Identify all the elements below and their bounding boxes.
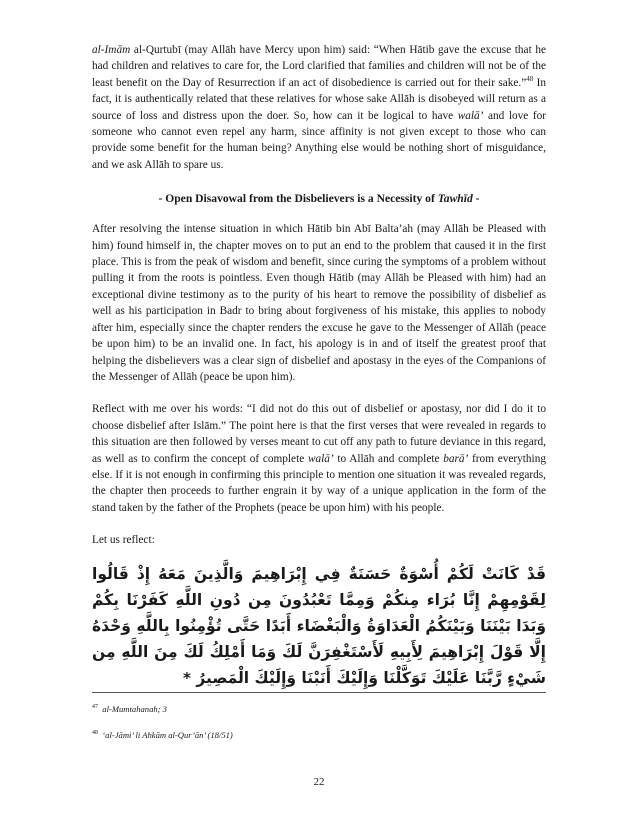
footnote-47: $^{47}$ al-Mumtahanah; 3 [92, 704, 167, 714]
paragraph-qurtubi: al-Imām al-Qurtubī (may Allāh have Mercy upon him) said: “When Hātib gave the excuse that he had children and relatives to care for, the Lord clarified that families and children will not be of the least benefit on the Day of Resurrection if an act of disobedience is carried out for their sake.”$^{48}$ In fact, it is authentically related that these relatives for whose sake Allāh is disobeyed will return as a source of loss and distress upon the doer. So, how can it be logical to have walā’ and love for someone who cannot even repel any harm, since affinity is not given except to those who can provide some benefit for the human being? Anything else would be nothing short of misguidance, and we ask Allāh to spare us. [92, 44, 546, 171]
paragraph-hatib: After resolving the intense situation in which Hātib bin Abī Balta’ah (may Allāh be Pleased with him) found himself in, the chapter moves on to put an end to the problem that caused it in the first place. This is from the peak of wisdom and benefit, since curing the symptoms of a problem without pulling it from the roots is pointless. Even though Hātib (may Allāh be Pleased with him) had an exceptional divine testimony as to the purity of his heart to remove the possibility of disbelief as well as his participation in Badr to bring about forgiveness of his mistake, this applies to nobody after him, especially since the chapter renders the excuse he gave to the Messenger of Allāh (peace be upon him) to be an invalid one. In fact, his apology is in and of itself the greatest proof that helping the disbelievers was a clear sign of disbelief and apostasy in the eyes of the Companions of the Messenger of Allāh (peace be upon him). [92, 223, 546, 383]
page-number: 22 [313, 776, 325, 788]
footnote-48: $^{48}$ ‘al-Jāmi’ li Ahkām al-Qur’ān’ (18/51) [92, 730, 233, 740]
section-heading: - Open Disavowal from the Disbelievers is a Necessity of Tawhīd - [158, 192, 480, 206]
page-body [92, 42, 546, 691]
paragraph-let-us-reflect: Let us reflect: [92, 534, 155, 547]
imam-title: al-Imām [92, 44, 131, 56]
footnote-divider [92, 692, 546, 693]
paragraph-reflect: Reflect with me over his words: “I did not do this out of disbelief or apostasy, nor did I do it to choose disbelief after Islām.” The point here is that the first verses that were revealed in regards to this situation are then followed by verses meant to cut off any path to future deviance in this regard, as well as to confirm the concept of complete walā’ to Allāh and complete barā’ from everything else. If it is not enough in confirming this principle to mention one situation it was revealed regards, the chapter then proceeds to further engrain it by way of a unique application in the form of the stand taken by the father of the Prophets (peace be upon him) with his people. [92, 403, 546, 514]
arabic-verse: قَدْ كَانَتْ لَكُمْ أُسْوَةٌ حَسَنَةٌ فِي إِبْرَاهِيمَ وَالَّذِينَ مَعَهُ إِذْ قَالُوا لِقَوْمِهِمْ إِنَّا بُرَاء مِنكُمْ وَمِمَّا تَعْبُدُونَ مِن دُونِ اللَّهِ كَفَرْنَا بِكُمْ وَبَدَا بَيْنَنَا وَبَيْنَكُمُ الْعَدَاوَةُ وَالْبَغْضَاء أَبَدًا حَتَّى تُؤْمِنُوا بِاللَّهِ وَحْدَهُ إِلَّا قَوْلَ إِبْرَاهِيمَ لِأَبِيهِ لَأَسْتَغْفِرَنَّ لَكَ وَمَا أَمْلِكُ لَكَ مِنَ اللَّهِ مِن شَيْءٍ رَّبَّنَا عَلَيْكَ تَوَكَّلْنَا وَإِلَيْكَ أَنَبْنَا وَإِلَيْكَ الْمَصِيرُ * [92, 564, 546, 687]
footnote-ref-48[interactable]: 48 [526, 75, 534, 84]
footnotes [92, 692, 546, 755]
